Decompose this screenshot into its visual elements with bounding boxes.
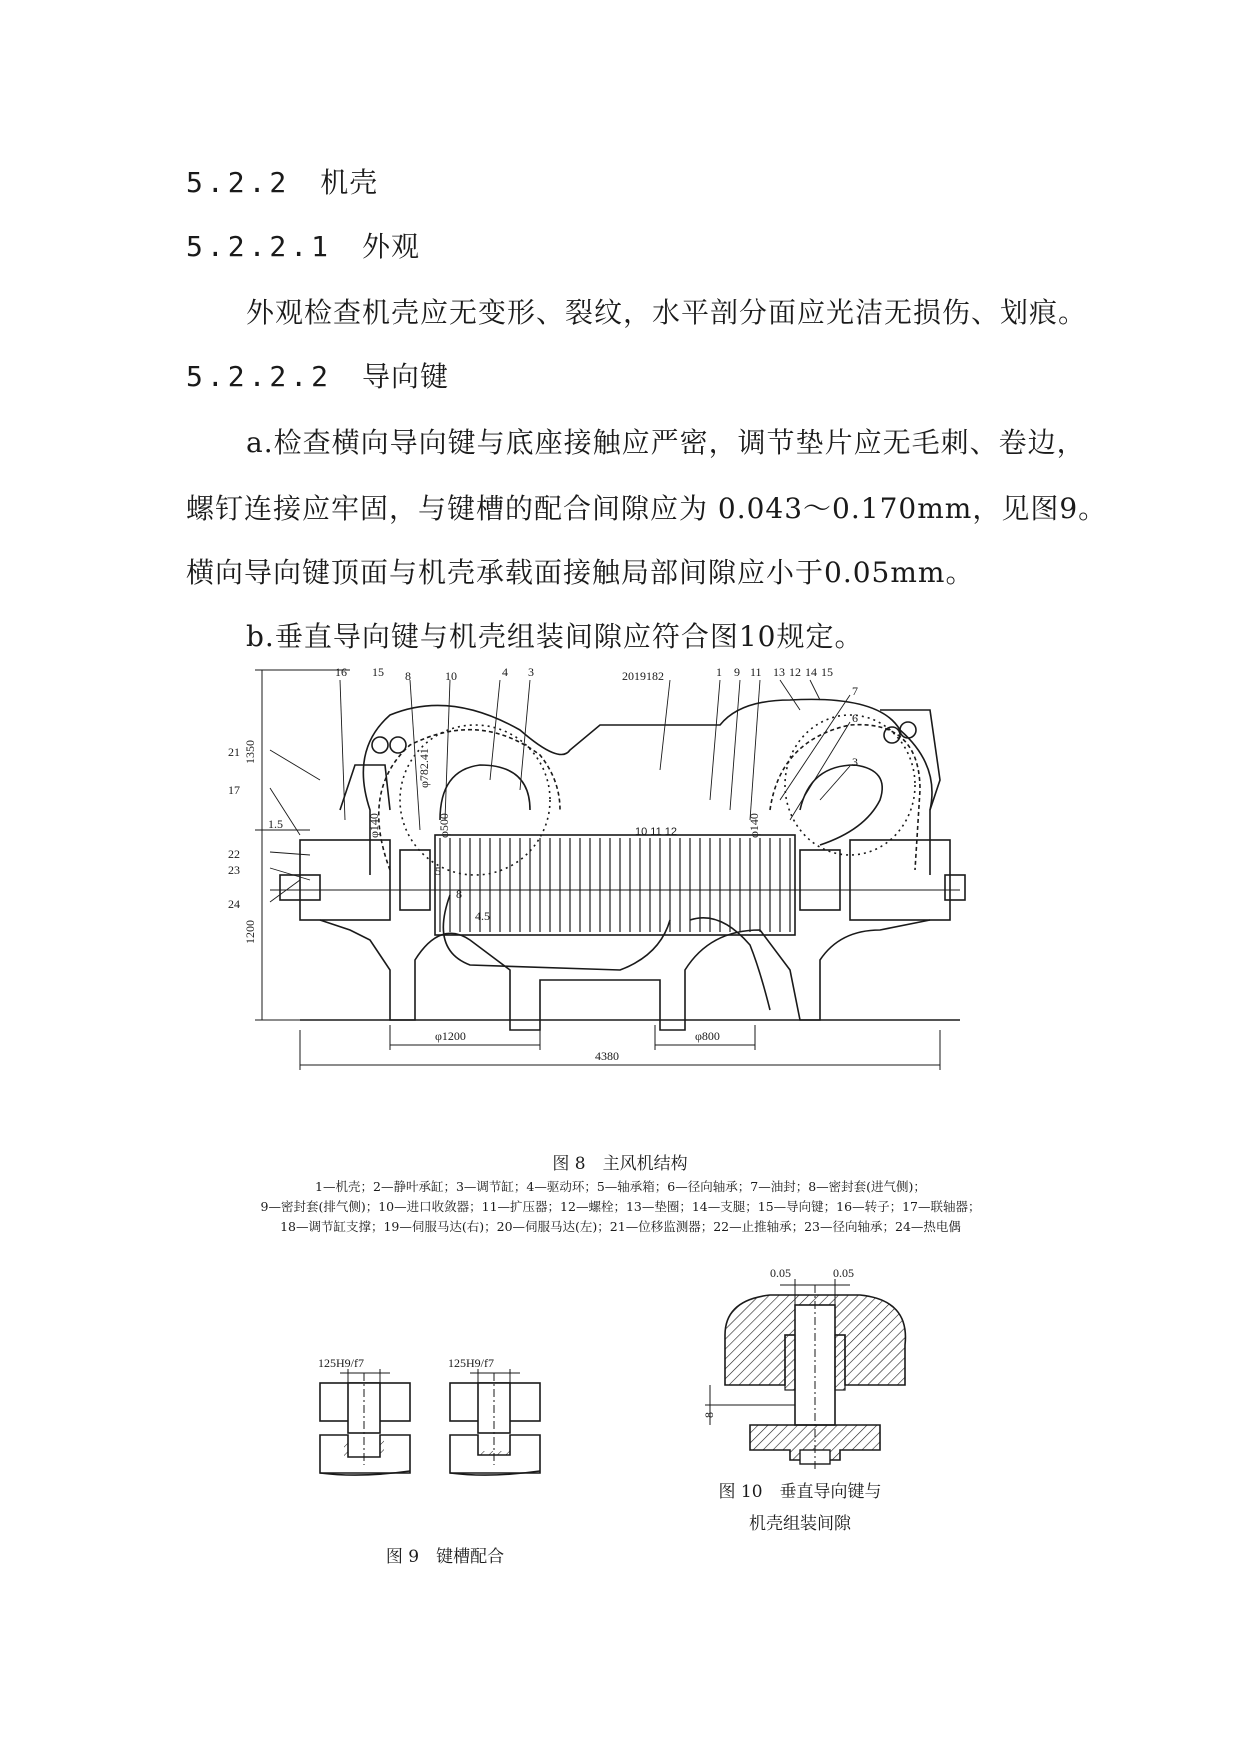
subsection-title: 外观 <box>362 230 421 263</box>
section-title: 机壳 <box>320 166 379 199</box>
fit-label-left: 125H9/f7 <box>318 1356 364 1370</box>
figure-8-legend-line3: 18—调节缸支撑；19—伺服马达(右)；20—伺服马达(左)；21—位移监测器；22—止推轴承；23—径向轴承；24—热电偶 <box>280 1219 961 1234</box>
rotor-blades <box>440 838 790 932</box>
dim-phi140-right: φ140 <box>747 813 761 838</box>
fit-label-right: 125H9/f7 <box>448 1356 494 1370</box>
dim-mid-labels: 10 11 12 <box>635 826 678 838</box>
figure-8-caption: 图 8 主风机结构 <box>552 1154 688 1174</box>
callout-24: 24 <box>228 897 240 911</box>
dim-phi140-left: φ140 <box>367 813 381 838</box>
figure-8-drawing <box>228 665 960 1140</box>
callout-3: 3 <box>528 665 534 679</box>
callout-3-right: 3 <box>852 755 858 769</box>
paragraph-a-line2: 螺钉连接应牢固，与键槽的配合间隙应为 0.043～0.170mm，见图9。 <box>186 492 1108 525</box>
callout-10: 10 <box>445 669 457 683</box>
callout-22: 22 <box>228 847 240 861</box>
callout-14: 14 <box>805 665 817 679</box>
paragraph-b: b.垂直导向键与机壳组装间隙应符合图10规定。 <box>246 620 864 653</box>
dim-phi1200: φ1200 <box>435 1029 466 1043</box>
callout-21: 21 <box>228 745 240 759</box>
dim-4-5: 4.5 <box>475 909 490 923</box>
dim-4380: 4380 <box>595 1049 619 1063</box>
callout-8: 8 <box>405 669 411 683</box>
dim-1350: 1350 <box>243 740 257 764</box>
figure-10-drawing <box>700 1265 920 1475</box>
subsection-title: 导向键 <box>362 360 450 393</box>
dim-8-side: 8 <box>702 1412 716 1418</box>
figure-8-legend-line1: 1—机壳；2—静叶承缸；3—调节缸；4—驱动环；5—轴承箱；6—径向轴承；7—油封；8—密封套(进气侧)； <box>315 1179 926 1194</box>
callout-7: 7 <box>852 684 858 698</box>
paragraph-a-line1: a.检查横向导向键与底座接触应严密，调节垫片应无毛刺、卷边， <box>246 426 1086 459</box>
callout-12: 12 <box>789 665 801 679</box>
callout-1: 1 <box>716 665 722 679</box>
callout-4: 4 <box>502 665 508 679</box>
subsection-number: 5.2.2.2 <box>186 360 333 393</box>
callout-23: 23 <box>228 863 240 877</box>
callout-17: 17 <box>228 783 240 797</box>
heading-5-2-2-2 <box>186 360 449 394</box>
callout-20-19-18-2: 2019182 <box>622 669 664 683</box>
gap-label-right: 0.05 <box>833 1266 854 1280</box>
paragraph-appearance: 外观检查机壳应无变形、裂纹，水平剖分面应光洁无损伤、划痕。 <box>246 296 1088 329</box>
section-number: 5.2.2 <box>186 166 291 199</box>
callout-15-right: 15 <box>821 665 833 679</box>
heading-5-2-2 <box>186 166 378 200</box>
subsection-number: 5.2.2.1 <box>186 230 333 263</box>
dim-phi500: φ500 <box>437 813 451 838</box>
callout-15: 15 <box>372 665 384 679</box>
callout-11: 11 <box>750 665 762 679</box>
dim-1-5: 1.5 <box>268 817 283 831</box>
figure-10-caption-line1: 图 10 垂直导向键与 <box>718 1482 882 1502</box>
figure-10-caption-line2: 机壳组装间隙 <box>749 1514 851 1534</box>
callout-16: 16 <box>335 665 347 679</box>
figure-8-legend-line2: 9—密封套(排气侧)；10—进口收敛器；11—扩压器；12—螺栓；13—垫圈；14—支腿；15—导向键；16—转子；17—联轴器； <box>260 1199 981 1214</box>
dim-1200: 1200 <box>243 920 257 944</box>
dim-phi800: φ800 <box>695 1029 720 1043</box>
paragraph-a-line3: 横向导向键顶面与机壳承载面接触局部间隙应小于0.05mm。 <box>186 556 975 589</box>
gap-label-left: 0.05 <box>770 1266 791 1280</box>
callout-9: 9 <box>734 665 740 679</box>
heading-5-2-2-1 <box>186 230 420 264</box>
dim-5: 5 <box>435 864 441 878</box>
callout-6: 6 <box>852 711 858 725</box>
figure-9-drawing <box>300 1355 560 1495</box>
figure-9-caption: 图 9 键槽配合 <box>385 1547 505 1567</box>
dim-phi782: φ782.41 <box>417 748 431 788</box>
callout-13: 13 <box>773 665 785 679</box>
dim-8: 8 <box>456 887 462 901</box>
